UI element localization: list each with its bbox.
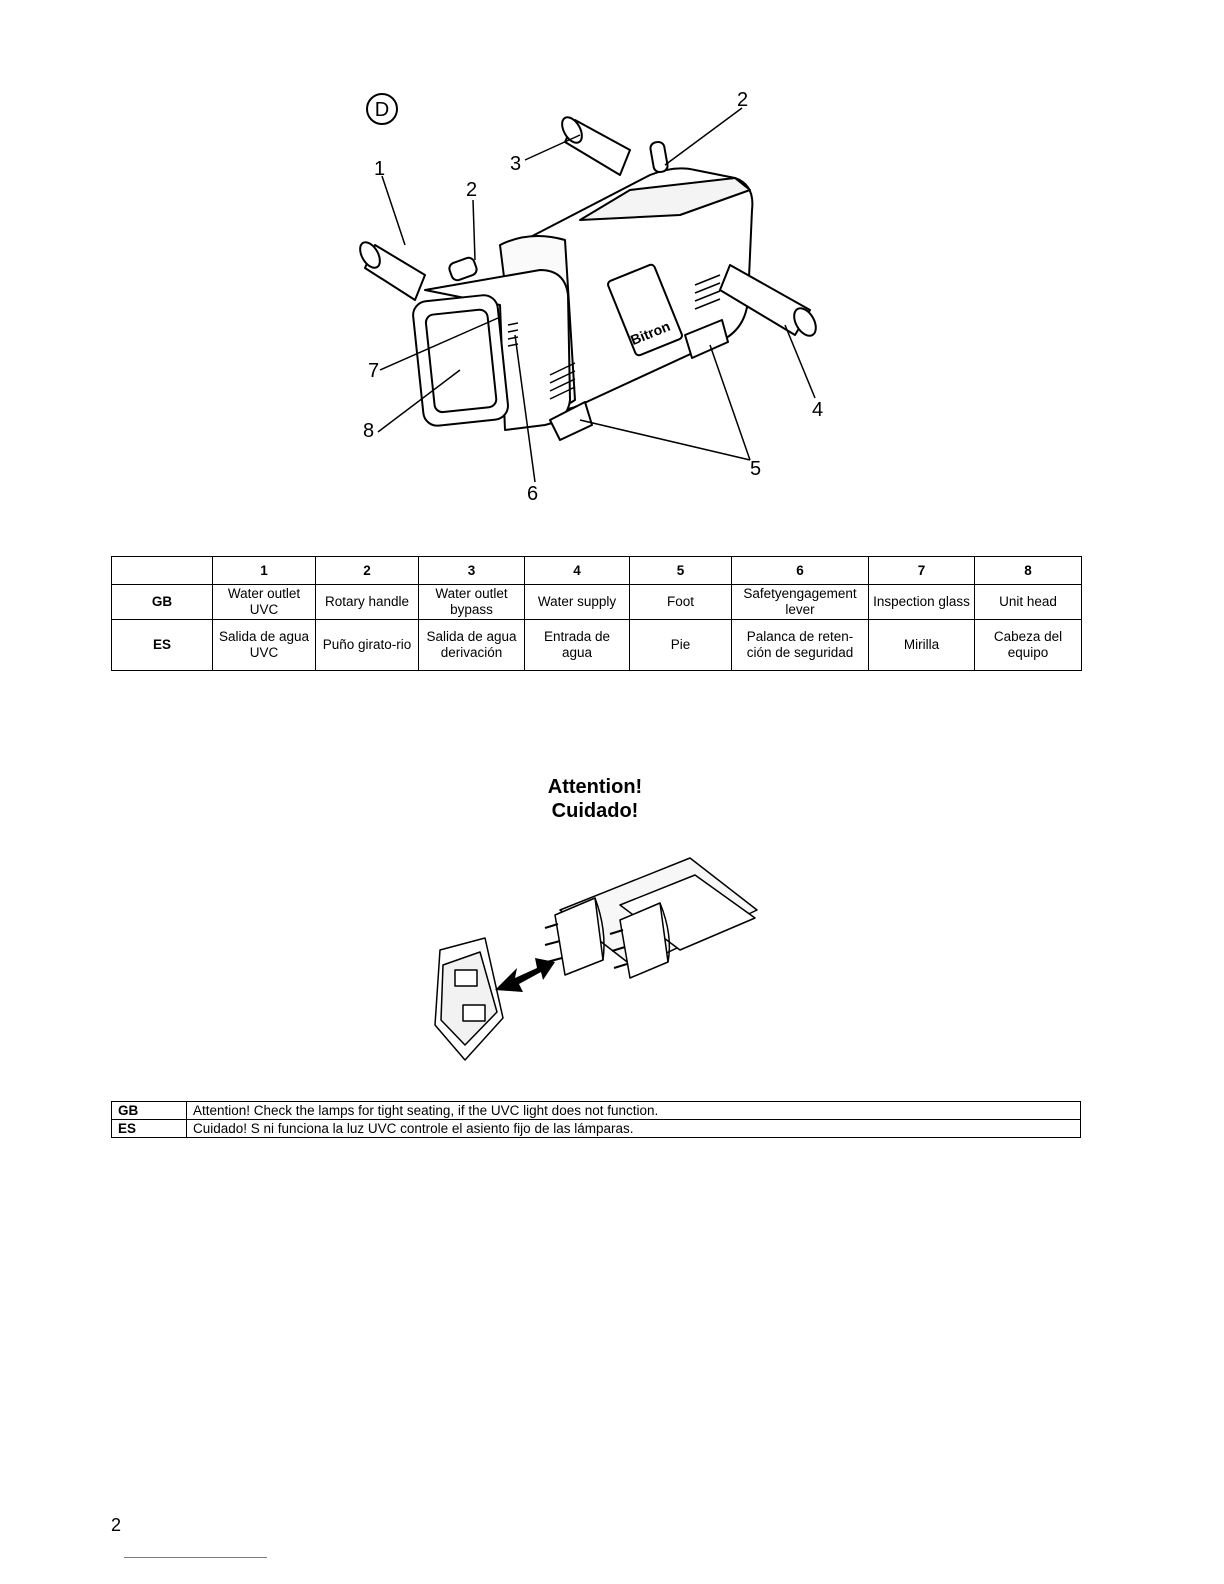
table-cell: Unit head — [975, 585, 1082, 620]
callout-3: 3 — [510, 153, 522, 175]
parts-table — [111, 556, 1082, 671]
figure-badge: D — [374, 99, 390, 121]
callout-4: 4 — [812, 399, 824, 421]
uvc-unit-diagram — [330, 80, 850, 510]
footer-rule — [124, 1557, 267, 1558]
lang-cell: ES — [112, 620, 213, 671]
table-row — [112, 1120, 1081, 1138]
note-text: Cuidado! S ni funciona la luz UVC controle el asiento fijo de las lámparas. — [187, 1120, 1081, 1138]
header-cell: 1 — [213, 557, 316, 585]
table-cell: Rotary handle — [316, 585, 419, 620]
table-cell: Palanca de reten-ción de seguridad — [732, 620, 869, 671]
table-cell: Water outlet bypass — [419, 585, 525, 620]
header-cell: 8 — [975, 557, 1082, 585]
table-cell: Puño girato-rio — [316, 620, 419, 671]
table-cell: Mirilla — [869, 620, 975, 671]
lamp-seating-diagram — [425, 850, 765, 1065]
table-cell: Entrada de agua — [525, 620, 630, 671]
callout-8: 8 — [363, 420, 375, 442]
callout-6: 6 — [527, 483, 539, 505]
callout-2-rear: 2 — [737, 89, 749, 111]
brand-label: Bitron — [628, 317, 673, 349]
lang-cell: GB — [112, 1102, 187, 1120]
table-cell: Salida de agua UVC — [213, 620, 316, 671]
table-cell: Inspection glass — [869, 585, 975, 620]
attention-heading-es: Cuidado! — [551, 800, 639, 822]
parts-header-row — [112, 557, 1082, 585]
table-row — [112, 1102, 1081, 1120]
header-cell: 7 — [869, 557, 975, 585]
callout-2-front: 2 — [466, 179, 478, 201]
header-cell: 6 — [732, 557, 869, 585]
attention-heading: Attention! — [547, 776, 643, 798]
table-row — [112, 620, 1082, 671]
lang-cell: ES — [112, 1120, 187, 1138]
table-row — [112, 585, 1082, 620]
table-cell: Salida de agua derivación — [419, 620, 525, 671]
callout-1: 1 — [374, 158, 386, 180]
table-cell: Safetyengagement lever — [732, 585, 869, 620]
table-cell: Cabeza del equipo — [975, 620, 1082, 671]
header-cell: 3 — [419, 557, 525, 585]
lang-cell: GB — [112, 585, 213, 620]
header-cell: 5 — [630, 557, 732, 585]
table-cell: Water outlet UVC — [213, 585, 316, 620]
callout-7: 7 — [368, 360, 380, 382]
table-cell: Water supply — [525, 585, 630, 620]
table-cell: Pie — [630, 620, 732, 671]
callout-5: 5 — [750, 458, 762, 480]
header-cell: 2 — [316, 557, 419, 585]
notes-table — [111, 1101, 1081, 1138]
header-cell — [112, 557, 213, 585]
note-text: Attention! Check the lamps for tight seating, if the UVC light does not function. — [187, 1102, 1081, 1120]
page-number: 2 — [111, 1515, 122, 1535]
header-cell: 4 — [525, 557, 630, 585]
table-cell: Foot — [630, 585, 732, 620]
